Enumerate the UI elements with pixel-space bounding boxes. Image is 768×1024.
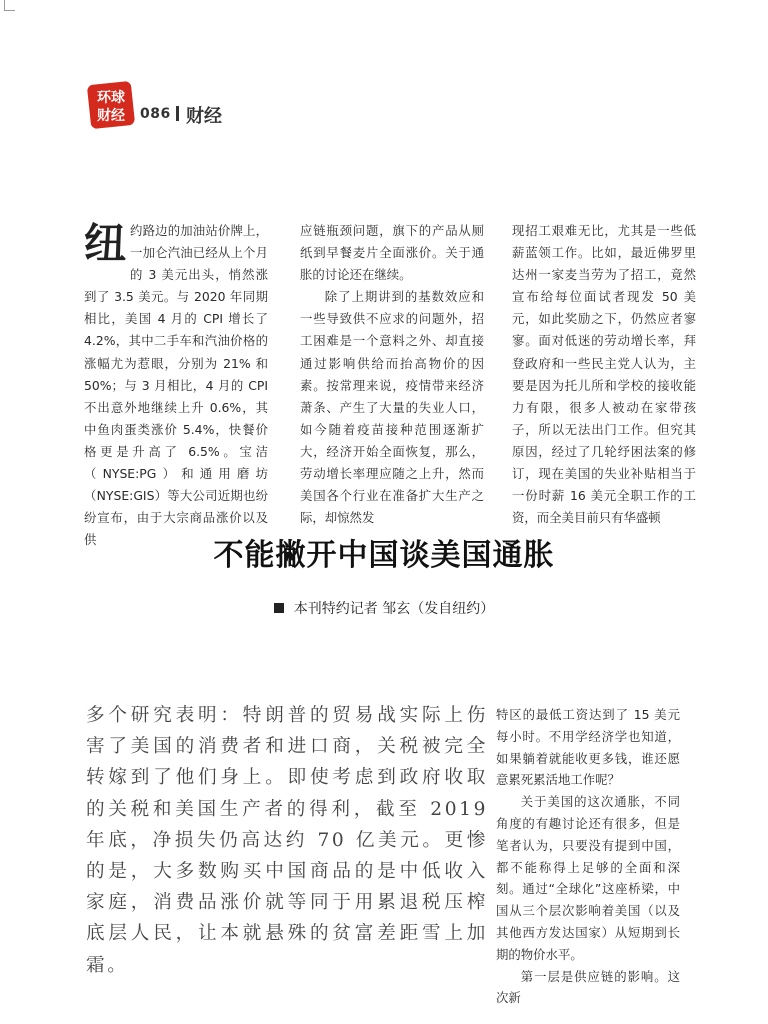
intro-text: 约路边的加油站价牌上，一加仑汽油已经从上个月的 3 美元出头，悄然涨到了 3.5 美元。与 2020 年同期相比，美国 4 月的 CPI 增长了 4.2%，其中二手车和汽油价格的涨幅尤为惹眼，分别为 21% 和 50%；与 3 月相比，4 月的 CPI 不出意外地继续上升 0.6%，其中鱼肉蛋类涨价 5.4%，快餐价格更是升高了 6.5%。宝洁（NYSE:PG）和通用磨坊（NYSE:GIS）等大公司近期也纷纷宣布，由于大宗商品涨价以及供 bbox=[84, 223, 268, 548]
text-column-3 bbox=[512, 220, 696, 526]
drop-cap: 纽 bbox=[84, 219, 127, 268]
magazine-logo bbox=[88, 82, 134, 128]
article-title: 不能撇开中国谈美国通胀 bbox=[213, 538, 555, 573]
text-column-2 bbox=[300, 220, 484, 526]
svg-text:财经: 财经 bbox=[97, 108, 125, 124]
seal-logo-icon bbox=[88, 82, 134, 128]
page-header bbox=[88, 80, 388, 136]
paragraph: 特区的最低工资达到了 15 美元每小时。不用学经济学也知道，如果躺着就能收更多钱，谁还愿意累死累活地工作呢？ bbox=[496, 707, 680, 788]
pull-quote: 多个研究表明：特朗普的贸易战实际上伤害了美国的消费者和进口商，关税被完全转嫁到了他们身上。即使考虑到政府收取的关税和美国生产者的得利，截至 2019 年底，净损失仍高达约 70 亿美元。更惨的是，大多数购买中国商品的是中低收入家庭，消费品涨价就等同于用累退税压榨底层人民，让本就悬殊的贫富差距雪上加霜。 bbox=[86, 705, 488, 976]
page-number: 086 bbox=[140, 106, 171, 122]
paragraph: 除了上期讲到的基数效应和一些导致供不应求的问题外，招工困难是一个意料之外、却直接通过影响供给而抬高物价的因素。按常理来说，疫情带来经济萧条、产生了大量的失业人口，如今随着疫苗接种范围逐渐扩大，经济开始全面恢复，那么，劳动增长率理应随之上升，然而美国各个行业在准备扩大生产之际，却惊然发 bbox=[300, 289, 484, 526]
page-separator bbox=[176, 106, 179, 121]
paragraph: 关于美国的这次通胀，不同角度的有趣讨论还有很多，但是笔者认为，只要没有提到中国，都不能称得上足够的全面和深刻。通过“全球化”这座桥梁，中国从三个层次影响着美国（以及其他西方发达国家）从短期到长期的物价水平。 bbox=[496, 794, 680, 962]
byline-square-icon bbox=[274, 603, 284, 613]
paragraph: 应链瓶颈问题，旗下的产品从厕纸到早餐麦片全面涨价。关于通胀的讨论还在继续。 bbox=[300, 223, 484, 283]
svg-text:环球: 环球 bbox=[97, 90, 125, 106]
crop-mark bbox=[4, 0, 15, 11]
paragraph: 第一层是供应链的影响。这次新 bbox=[496, 968, 680, 1006]
text-column-1 bbox=[84, 219, 268, 548]
intro-paragraph bbox=[84, 220, 268, 551]
byline bbox=[0, 598, 768, 618]
paragraph: 现招工艰难无比，尤其是一些低薪蓝领工作。比如，最近佛罗里达州一家麦当劳为了招工，竟然宣布给每位面试者现发 50 美元，如此奖励之下，仍然应者寥寥。面对低迷的劳动增长率，拜登政府和一些民主党人认为，主要是因为托儿所和学校的接收能力有限，很多人被动在家带孩子，所以无法出门工作。但究其原因，经过了几轮纾困法案的修订，现在美国的失业补贴相当于一份时薪 16 美元全职工作的工资，而全美目前只有华盛顿 bbox=[512, 223, 696, 526]
section-name: 财经 bbox=[186, 106, 222, 127]
text-column-right bbox=[496, 704, 680, 1006]
byline-text: 本刊特约记者 邹玄（发自纽约） bbox=[293, 601, 495, 617]
article-intro-columns bbox=[84, 219, 696, 548]
